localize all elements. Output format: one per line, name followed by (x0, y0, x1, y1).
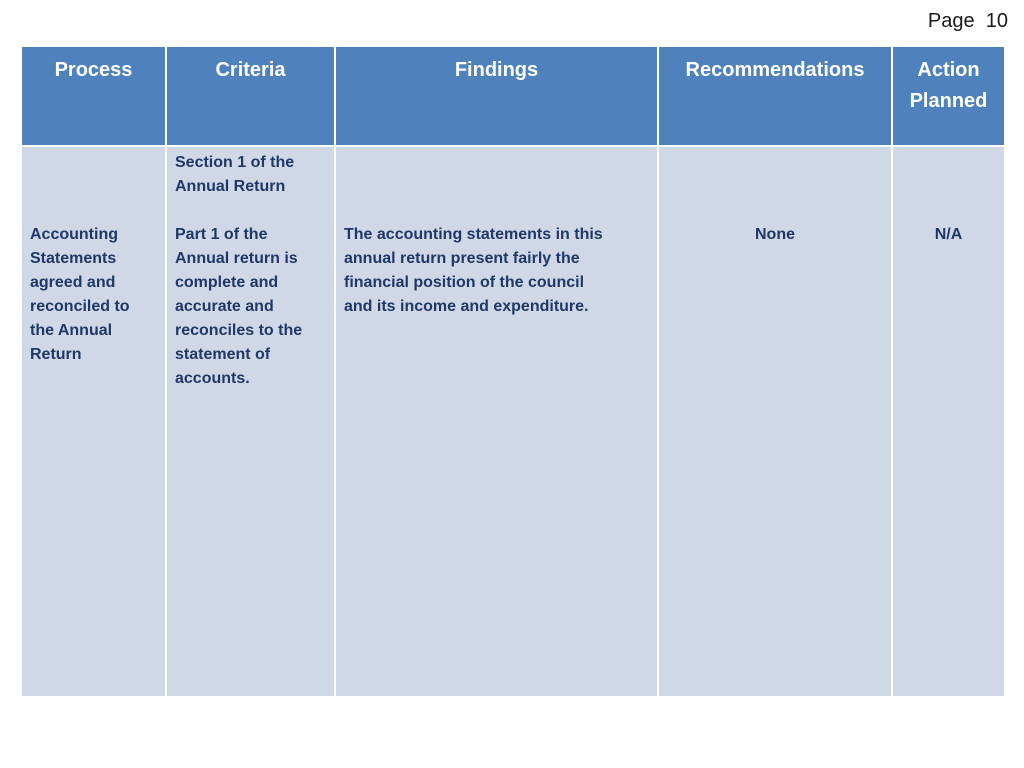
cell-action-planned: N/A (892, 146, 1005, 697)
cell-process: Accounting Statements agreed and reconciled to the Annual Return (21, 146, 166, 697)
cell-criteria: Section 1 of the Annual Return Part 1 of the Annual return is complete and accurate and reconciles to the statement of accounts. (166, 146, 335, 697)
cell-findings: The accounting statements in this annual return present fairly the financial position of the council and its income and expenditure. (335, 146, 658, 697)
header-action-planned: Action Planned (892, 46, 1005, 146)
header-findings: Findings (335, 46, 658, 146)
cell-recommendations: None (658, 146, 892, 697)
table-row (21, 146, 1005, 697)
header-criteria: Criteria (166, 46, 335, 146)
header-recommendations: Recommendations (658, 46, 892, 146)
audit-findings-table (20, 45, 1006, 698)
page-number: Page 10 (927, 10, 1008, 32)
table-header-row (21, 46, 1005, 146)
header-process: Process (21, 46, 166, 146)
